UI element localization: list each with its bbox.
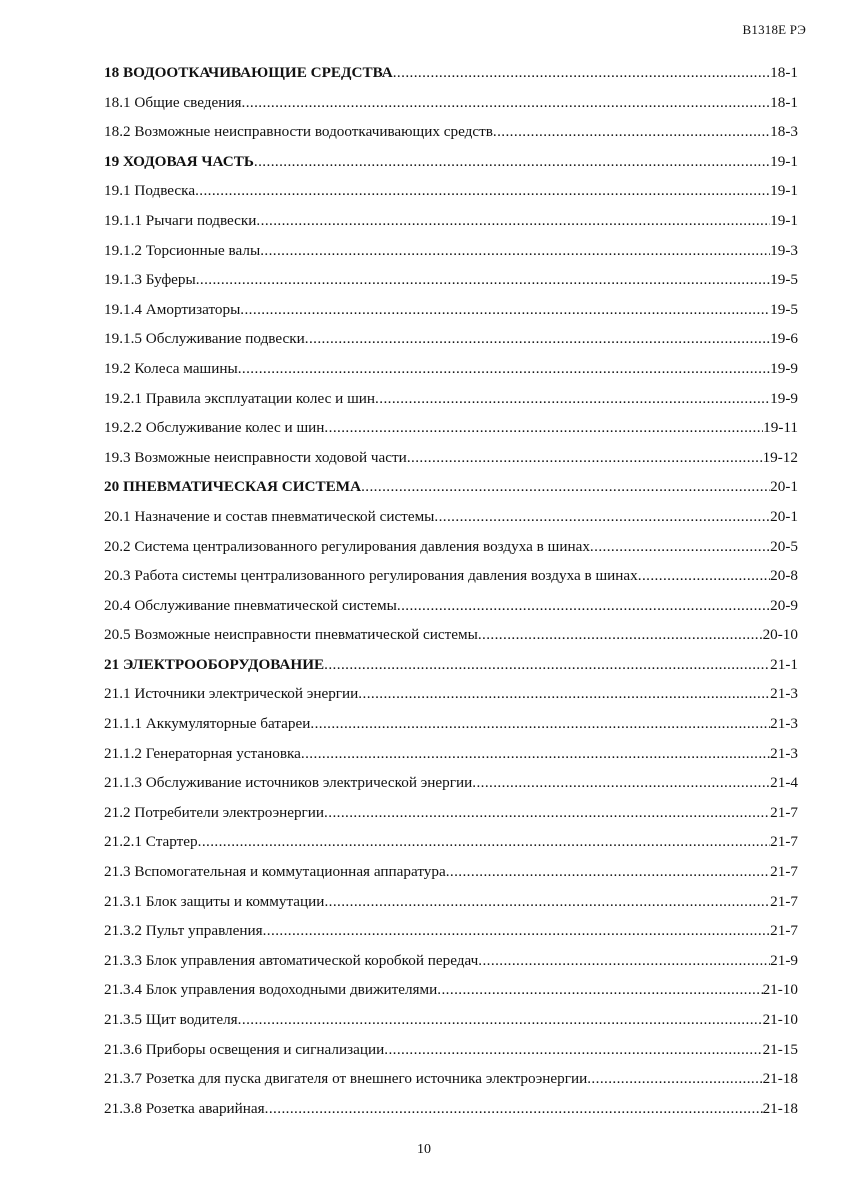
toc-entry[interactable] bbox=[104, 532, 798, 562]
toc-dot-leader bbox=[587, 1064, 762, 1094]
toc-entry-title: 20.2 Система централизованного регулирования давления воздуха в шинах bbox=[104, 537, 590, 555]
toc-entry[interactable] bbox=[104, 502, 798, 532]
toc-entry-page: 19-3 bbox=[770, 241, 798, 259]
toc-entry[interactable] bbox=[104, 176, 798, 206]
toc-entry[interactable] bbox=[104, 768, 798, 798]
toc-entry[interactable] bbox=[104, 117, 798, 147]
toc-dot-leader bbox=[238, 354, 770, 384]
toc-entry[interactable] bbox=[104, 58, 798, 88]
toc-entry-title: 21.3.8 Розетка аварийная bbox=[104, 1099, 265, 1117]
toc-entry-title: 19.1.2 Торсионные валы bbox=[104, 241, 261, 259]
toc-dot-leader bbox=[472, 768, 770, 798]
toc-entry-title: 21.2.1 Стартер bbox=[104, 833, 198, 851]
toc-entry[interactable] bbox=[104, 354, 798, 384]
toc-entry[interactable] bbox=[104, 739, 798, 769]
toc-entry-page: 21-18 bbox=[762, 1070, 798, 1088]
toc-entry-title: 18.2 Возможные неисправности водооткачивающих средств bbox=[104, 123, 493, 141]
toc-entry[interactable] bbox=[104, 1094, 798, 1124]
toc-dot-leader bbox=[397, 591, 770, 621]
toc-entry[interactable] bbox=[104, 413, 798, 443]
toc-entry[interactable] bbox=[104, 1064, 798, 1094]
toc-entry[interactable] bbox=[104, 443, 798, 473]
toc-entry-title: 20.1 Назначение и состав пневматической системы bbox=[104, 507, 435, 525]
toc-entry-title: 21.3.6 Приборы освещения и сигнализации bbox=[104, 1040, 385, 1058]
toc-entry-page: 21-3 bbox=[770, 744, 798, 762]
toc-entry-page: 19-1 bbox=[770, 152, 798, 170]
toc-dot-leader bbox=[434, 502, 770, 532]
toc-entry[interactable] bbox=[104, 236, 798, 266]
toc-dot-leader bbox=[407, 443, 763, 473]
toc-entry-page: 19-1 bbox=[770, 211, 798, 229]
toc-dot-leader bbox=[324, 650, 770, 680]
toc-entry-page: 18-3 bbox=[770, 123, 798, 141]
toc-dot-leader bbox=[305, 324, 770, 354]
toc-dot-leader bbox=[478, 946, 770, 976]
toc-entry-page: 21-15 bbox=[762, 1040, 798, 1058]
toc-entry-page: 20-1 bbox=[770, 507, 798, 525]
toc-entry-title: 20.4 Обслуживание пневматической системы bbox=[104, 596, 397, 614]
toc-entry[interactable] bbox=[104, 916, 798, 946]
toc-entry-title: 19 ХОДОВАЯ ЧАСТЬ bbox=[104, 152, 254, 170]
toc-entry-title: 21.3.5 Щит водителя bbox=[104, 1011, 238, 1028]
toc-entry[interactable] bbox=[104, 206, 798, 236]
toc-dot-leader bbox=[263, 916, 771, 946]
toc-dot-leader bbox=[590, 532, 770, 562]
toc-entry-page: 21-7 bbox=[770, 892, 798, 910]
toc-entry-title: 18.1 Общие сведения bbox=[104, 93, 242, 111]
toc-entry-page: 19-9 bbox=[770, 389, 798, 407]
toc-dot-leader bbox=[324, 413, 763, 443]
toc-entry[interactable] bbox=[104, 798, 798, 828]
toc-entry-page: 21-7 bbox=[770, 803, 798, 821]
toc-entry-title: 21.3.7 Розетка для пуска двигателя от внешнего источника электроэнергии bbox=[104, 1070, 588, 1088]
toc-entry-page: 21-7 bbox=[770, 833, 798, 851]
toc-entry-title: 21.1.1 Аккумуляторные батареи bbox=[104, 715, 311, 733]
toc-entry-page: 20-8 bbox=[770, 567, 798, 585]
toc-entry[interactable] bbox=[104, 265, 798, 295]
toc-dot-leader bbox=[242, 88, 771, 118]
toc-entry[interactable] bbox=[104, 620, 798, 650]
toc-dot-leader bbox=[254, 147, 770, 177]
toc-dot-leader bbox=[195, 176, 770, 206]
toc-entry-title: 21.3 Вспомогательная и коммутационная аппаратура bbox=[104, 863, 446, 881]
toc-dot-leader bbox=[196, 265, 770, 295]
toc-entry-title: 19.1 Подвеска bbox=[104, 182, 196, 200]
toc-entry[interactable] bbox=[104, 975, 798, 1005]
toc-entry[interactable] bbox=[104, 88, 798, 118]
toc-entry-page: 21-3 bbox=[770, 715, 798, 733]
toc-entry[interactable] bbox=[104, 857, 798, 887]
toc-entry-title: 20.5 Возможные неисправности пневматической системы bbox=[104, 626, 478, 644]
toc-dot-leader bbox=[324, 887, 770, 917]
toc-entry-page: 20-5 bbox=[770, 537, 798, 555]
toc-entry[interactable] bbox=[104, 1005, 798, 1035]
toc-entry-title: 21.3.3 Блок управления автоматической коробкой передач bbox=[104, 951, 479, 969]
toc-entry-title: 21.3.1 Блок защиты и коммутации bbox=[104, 892, 325, 910]
toc-dot-leader bbox=[493, 117, 770, 147]
toc-entry[interactable] bbox=[104, 679, 798, 709]
toc-entry[interactable] bbox=[104, 295, 798, 325]
toc-entry-title: 19.1.3 Буферы bbox=[104, 271, 196, 289]
document-code: В1318Е РЭ bbox=[742, 22, 806, 37]
toc-entry-page: 21-4 bbox=[770, 774, 798, 792]
toc-dot-leader bbox=[446, 857, 770, 887]
toc-entry-page: 18-1 bbox=[770, 93, 798, 111]
toc-dot-leader bbox=[324, 798, 770, 828]
toc-entry-page: 19-1 bbox=[770, 182, 798, 200]
toc-entry-title: 19.2.2 Обслуживание колес и шин bbox=[104, 419, 325, 437]
toc-entry-title: 21.2 Потребители электроэнергии bbox=[104, 803, 325, 821]
toc-entry-title: 19.1.4 Амортизаторы bbox=[104, 300, 241, 318]
toc-dot-leader bbox=[310, 709, 770, 739]
toc-entry-page: 19-9 bbox=[770, 359, 798, 377]
toc-entry-page: 21-18 bbox=[762, 1099, 798, 1117]
toc-dot-leader bbox=[256, 206, 770, 236]
toc-entry[interactable] bbox=[104, 384, 798, 414]
toc-entry-page: 21-7 bbox=[770, 922, 798, 940]
toc-dot-leader bbox=[437, 975, 762, 1005]
toc-entry-title: 19.2 Колеса машины bbox=[104, 359, 238, 377]
toc-entry[interactable] bbox=[104, 147, 798, 177]
toc-entry-title: 21.3.4 Блок управления водоходными движителями bbox=[104, 981, 438, 999]
toc-dot-leader bbox=[375, 384, 770, 414]
toc-entry-page: 21-3 bbox=[770, 685, 798, 703]
toc-entry-page: 21-10 bbox=[762, 1011, 798, 1028]
toc-entry-title: 20 ПНЕВМАТИЧЕСКАЯ СИСТЕМА bbox=[104, 478, 362, 496]
toc-entry-page: 20-1 bbox=[770, 478, 798, 496]
toc-entry[interactable] bbox=[104, 887, 798, 917]
toc-entry-page: 20-9 bbox=[770, 596, 798, 614]
toc-entry-page: 21-10 bbox=[762, 981, 798, 999]
toc-dot-leader bbox=[238, 1005, 763, 1035]
toc-entry-title: 21 ЭЛЕКТРООБОРУДОВАНИЕ bbox=[104, 655, 325, 673]
toc-dot-leader bbox=[358, 679, 770, 709]
toc-entry-title: 20.3 Работа системы централизованного регулирования давления воздуха в шинах bbox=[104, 567, 638, 585]
toc-dot-leader bbox=[478, 620, 763, 650]
page-number: 10 bbox=[417, 1142, 431, 1157]
toc-dot-leader bbox=[393, 58, 770, 88]
toc-entry-page: 20-10 bbox=[762, 626, 798, 644]
toc-entry-page: 19-5 bbox=[770, 300, 798, 318]
toc-entry[interactable] bbox=[104, 827, 798, 857]
table-of-contents bbox=[104, 58, 798, 1123]
toc-entry[interactable] bbox=[104, 709, 798, 739]
toc-entry[interactable] bbox=[104, 324, 798, 354]
toc-entry-page: 21-1 bbox=[770, 655, 798, 673]
toc-entry-title: 21.1.2 Генераторная установка bbox=[104, 744, 301, 762]
toc-entry-page: 21-9 bbox=[770, 951, 798, 969]
toc-entry-page: 19-5 bbox=[770, 271, 798, 289]
toc-entry-title: 21.1 Источники электрической энергии bbox=[104, 685, 359, 703]
toc-dot-leader bbox=[198, 827, 771, 857]
toc-entry[interactable] bbox=[104, 591, 798, 621]
toc-entry-page: 19-11 bbox=[763, 419, 798, 437]
toc-entry-title: 21.3.2 Пульт управления bbox=[104, 922, 263, 940]
toc-dot-leader bbox=[361, 472, 770, 502]
toc-entry-page: 19-6 bbox=[770, 330, 798, 348]
toc-entry-title: 19.2.1 Правила эксплуатации колес и шин bbox=[104, 389, 376, 407]
toc-entry[interactable] bbox=[104, 1035, 798, 1065]
toc-entry[interactable] bbox=[104, 650, 798, 680]
toc-entry-title: 19.3 Возможные неисправности ходовой части bbox=[104, 448, 407, 466]
toc-entry[interactable] bbox=[104, 472, 798, 502]
toc-entry-page: 21-7 bbox=[770, 863, 798, 881]
toc-dot-leader bbox=[384, 1035, 762, 1065]
toc-dot-leader bbox=[265, 1094, 763, 1124]
toc-entry-title: 19.1.5 Обслуживание подвески bbox=[104, 330, 305, 348]
toc-entry-title: 21.1.3 Обслуживание источников электрической энергии bbox=[104, 774, 473, 792]
toc-entry[interactable] bbox=[104, 561, 798, 591]
toc-entry-title: 18 ВОДООТКАЧИВАЮЩИЕ СРЕДСТВА bbox=[104, 64, 393, 81]
toc-dot-leader bbox=[260, 236, 770, 266]
toc-entry-page: 19-12 bbox=[762, 448, 798, 466]
toc-entry-page: 18-1 bbox=[770, 64, 798, 81]
toc-dot-leader bbox=[301, 739, 770, 769]
toc-entry-title: 19.1.1 Рычаги подвески bbox=[104, 211, 257, 229]
toc-entry[interactable] bbox=[104, 946, 798, 976]
toc-dot-leader bbox=[638, 561, 770, 591]
toc-dot-leader bbox=[240, 295, 770, 325]
